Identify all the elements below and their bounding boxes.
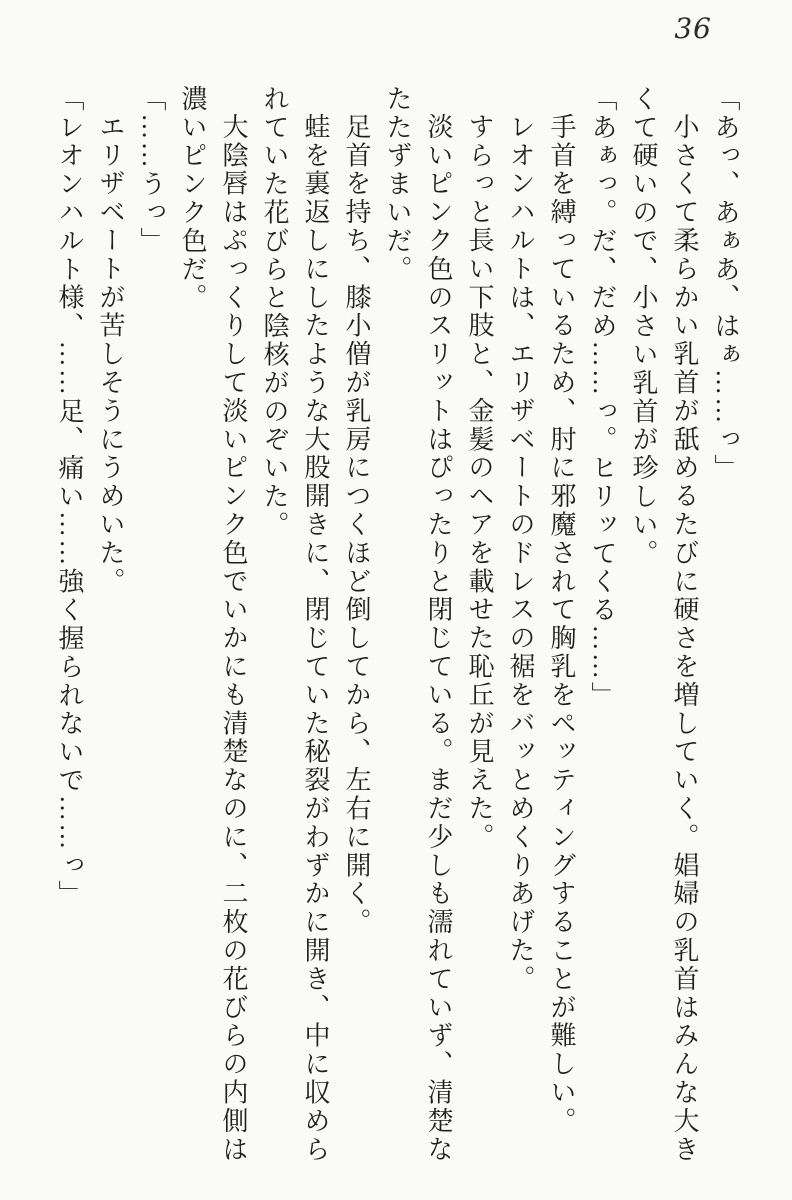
page-number: 36 — [674, 12, 712, 45]
text-column-8: 淡いピンク色のスリットはぴったりと閉じている。まだ少しも濡れていず、清楚な — [424, 113, 453, 1164]
text-column-5: 手首を縛っているため、肘に邪魔されて胸乳をペッティングすることが難しい。 — [547, 113, 576, 1136]
text-column-1: 「あっ、あぁあ、はぁ……っ」 — [711, 85, 740, 483]
text-block — [49, 85, 746, 1165]
text-column-15: 「……うっ」 — [137, 85, 166, 256]
text-column-9: たたずまいだ。 — [383, 85, 412, 284]
text-column-7: すらっと長い下肢と、金髪のヘアを載せた恥丘が見えた。 — [465, 113, 494, 852]
text-column-13: 大陰唇はぷっくりして淡いピンク色でいかにも清楚なのに、二枚の花びらの内側は — [219, 113, 248, 1164]
text-column-16: エリザベートが苦しそうにうめいた。 — [96, 113, 125, 596]
text-column-3: くて硬いので、小さい乳首が珍しい。 — [629, 85, 658, 568]
text-column-2: 小さくて柔らかい乳首が舐めるたびに硬さを増していく。娼婦の乳首はみんな大き — [670, 113, 699, 1164]
text-column-6: レオンハルトは、エリザベートのドレスの裾をバッとめくりあげた。 — [506, 113, 535, 994]
text-column-10: 足首を持ち、膝小僧が乳房につくほど倒してから、左右に開く。 — [342, 113, 371, 937]
text-column-12: れていた花びらと陰核がのぞいた。 — [260, 85, 289, 540]
text-column-14: 濃いピンク色だ。 — [178, 85, 207, 313]
text-column-17: 「レオンハルト様、……足、痛い……強く握られないで……っ」 — [55, 85, 84, 909]
text-column-11: 蛙を裏返しにしたような大股開きに、閉じていた秘裂がわずかに開き、中に収めら — [301, 113, 330, 1164]
text-column-4: 「あぁっ。だ、だめ……っ。ヒリッてくる……」 — [588, 85, 617, 710]
